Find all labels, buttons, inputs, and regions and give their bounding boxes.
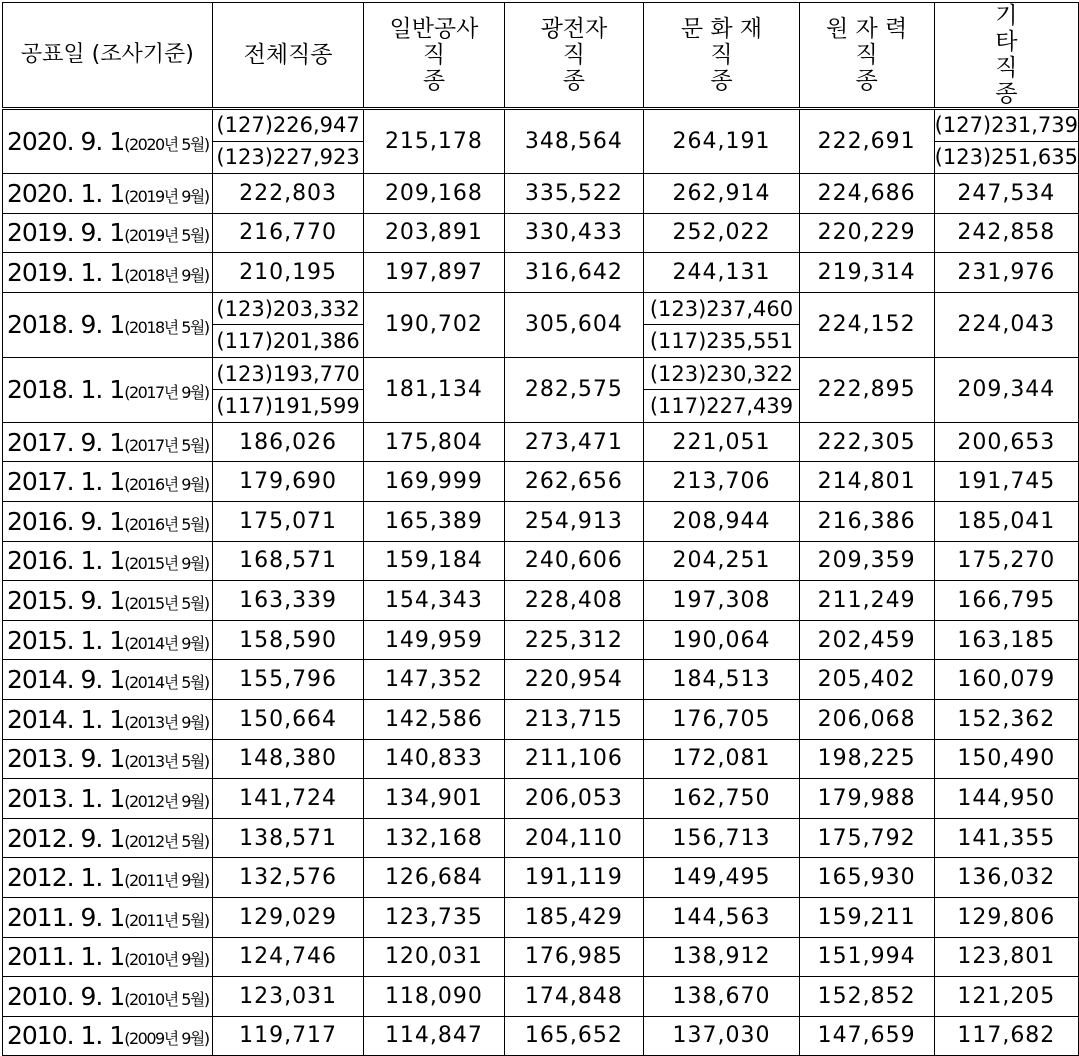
cell-mining: 348,564 <box>504 109 644 174</box>
publish-date: 2016. 1. 1 <box>7 546 125 576</box>
header-nuclear: 원 자 력 직 종 <box>799 3 934 109</box>
cell-culture: 264,191 <box>644 109 799 174</box>
row-date <box>3 253 213 293</box>
table-row <box>3 739 1079 779</box>
header-other: 기 타 직 종 <box>934 3 1078 109</box>
publish-date: 2012. 9. 1 <box>7 823 125 853</box>
cell-other: 191,745 <box>934 462 1078 502</box>
row-date <box>3 422 213 462</box>
cell-nuclear: 147,659 <box>799 1016 934 1056</box>
publish-date: 2010. 9. 1 <box>7 981 125 1011</box>
cell-nuclear: 220,229 <box>799 213 934 253</box>
cell-culture: 213,706 <box>644 462 799 502</box>
cell-general: 197,897 <box>364 253 504 293</box>
row-date <box>3 581 213 621</box>
publish-date: 2020. 1. 1 <box>7 178 125 208</box>
cell-mining: 191,119 <box>504 858 644 898</box>
survey-basis: (2014년 9월) <box>124 633 209 653</box>
row-date <box>3 937 213 977</box>
cell-other: 123,801 <box>934 937 1078 977</box>
survey-basis: (2014년 5월) <box>124 673 209 693</box>
cell-general: 154,343 <box>364 581 504 621</box>
table-row <box>3 462 1079 502</box>
cell-nuclear: 202,459 <box>799 620 934 660</box>
cell-nuclear: 179,988 <box>799 779 934 819</box>
cell-mining: 228,408 <box>504 581 644 621</box>
cell-mining: 204,110 <box>504 818 644 858</box>
row-date <box>3 897 213 937</box>
table-row <box>3 660 1079 700</box>
table-row <box>3 699 1079 739</box>
cell-general: 149,959 <box>364 620 504 660</box>
row-date <box>3 660 213 700</box>
survey-basis: (2009년 9월) <box>124 1029 209 1049</box>
header-culture: 문 화 재 직 종 <box>644 3 799 109</box>
survey-basis: (2015년 5월) <box>124 593 209 613</box>
publish-date: 2013. 9. 1 <box>7 744 125 774</box>
cell-general: 123,735 <box>364 897 504 937</box>
header-general: 일반공사 직 종 <box>364 3 504 109</box>
cell-general: 165,389 <box>364 501 504 541</box>
cell-general: 134,901 <box>364 779 504 819</box>
cell-culture: 162,750 <box>644 779 799 819</box>
cell-mining: 165,652 <box>504 1016 644 1056</box>
cell-culture-secondary: (117)235,551 <box>644 325 799 358</box>
cell-all-primary: (123)203,332 <box>212 292 364 325</box>
row-date <box>3 858 213 898</box>
cell-other: 224,043 <box>934 292 1078 357</box>
cell-nuclear: 152,852 <box>799 977 934 1017</box>
cell-all: 124,746 <box>212 937 364 977</box>
cell-culture: 176,705 <box>644 699 799 739</box>
cell-all: 138,571 <box>212 818 364 858</box>
survey-basis: (2016년 5월) <box>124 514 209 534</box>
cell-nuclear: 175,792 <box>799 818 934 858</box>
cell-other: 163,185 <box>934 620 1078 660</box>
cell-all-secondary: (117)191,599 <box>212 390 364 423</box>
publish-date: 2010. 1. 1 <box>7 1021 125 1051</box>
cell-mining: 206,053 <box>504 779 644 819</box>
cell-nuclear: 206,068 <box>799 699 934 739</box>
cell-general: 114,847 <box>364 1016 504 1056</box>
header-date: 공표일 (조사기준) <box>3 3 213 109</box>
cell-all: 179,690 <box>212 462 364 502</box>
cell-mining: 316,642 <box>504 253 644 293</box>
table-row <box>3 620 1079 660</box>
cell-mining: 211,106 <box>504 739 644 779</box>
publish-date: 2015. 1. 1 <box>7 625 125 655</box>
cell-nuclear: 214,801 <box>799 462 934 502</box>
cell-general: 215,178 <box>364 109 504 174</box>
cell-other-primary: (127)231,739 <box>934 109 1078 142</box>
cell-culture: 144,563 <box>644 897 799 937</box>
cell-general: 175,804 <box>364 422 504 462</box>
publish-date: 2014. 1. 1 <box>7 704 125 734</box>
row-date <box>3 779 213 819</box>
row-date <box>3 501 213 541</box>
survey-basis: (2012년 9월) <box>124 791 209 811</box>
cell-culture: 156,713 <box>644 818 799 858</box>
cell-culture: 252,022 <box>644 213 799 253</box>
cell-general: 169,999 <box>364 462 504 502</box>
table-row <box>3 109 1079 142</box>
table-row <box>3 897 1079 937</box>
cell-other: 209,344 <box>934 357 1078 422</box>
cell-all: 168,571 <box>212 541 364 581</box>
publish-date: 2020. 9. 1 <box>7 127 125 156</box>
survey-basis: (2013년 9월) <box>124 712 209 732</box>
row-date <box>3 620 213 660</box>
cell-culture: 208,944 <box>644 501 799 541</box>
table-row <box>3 779 1079 819</box>
table-row <box>3 213 1079 253</box>
publish-date: 2011. 9. 1 <box>7 902 125 932</box>
cell-general: 190,702 <box>364 292 504 357</box>
table-row <box>3 292 1079 325</box>
survey-basis: (2011년 9월) <box>124 871 209 891</box>
cell-all: 210,195 <box>212 253 364 293</box>
table-row <box>3 501 1079 541</box>
cell-nuclear: 209,359 <box>799 541 934 581</box>
cell-culture: 137,030 <box>644 1016 799 1056</box>
cell-all: 216,770 <box>212 213 364 253</box>
cell-all: 129,029 <box>212 897 364 937</box>
cell-all: 150,664 <box>212 699 364 739</box>
cell-mining: 225,312 <box>504 620 644 660</box>
row-date <box>3 818 213 858</box>
cell-other: 175,270 <box>934 541 1078 581</box>
cell-all: 158,590 <box>212 620 364 660</box>
cell-all-primary: (127)226,947 <box>212 109 364 142</box>
cell-mining: 213,715 <box>504 699 644 739</box>
cell-culture: 184,513 <box>644 660 799 700</box>
cell-all-secondary: (117)201,386 <box>212 325 364 358</box>
cell-other: 136,032 <box>934 858 1078 898</box>
cell-all-secondary: (123)227,923 <box>212 141 364 174</box>
table-row <box>3 818 1079 858</box>
survey-basis: (2010년 9월) <box>124 950 209 970</box>
cell-culture: 138,670 <box>644 977 799 1017</box>
row-date <box>3 1016 213 1056</box>
cell-general: 118,090 <box>364 977 504 1017</box>
cell-mining: 282,575 <box>504 357 644 422</box>
cell-nuclear: 222,895 <box>799 357 934 422</box>
survey-basis: (2013년 5월) <box>124 752 209 772</box>
cell-other: 152,362 <box>934 699 1078 739</box>
cell-other: 150,490 <box>934 739 1078 779</box>
publish-date: 2017. 1. 1 <box>7 467 125 497</box>
cell-general: 159,184 <box>364 541 504 581</box>
survey-basis: (2019년 5월) <box>124 226 209 246</box>
survey-basis: (2011년 5월) <box>124 910 209 930</box>
survey-basis: (2015년 9월) <box>124 554 209 574</box>
cell-nuclear: 222,305 <box>799 422 934 462</box>
cell-other: 144,950 <box>934 779 1078 819</box>
cell-culture: 221,051 <box>644 422 799 462</box>
cell-all: 163,339 <box>212 581 364 621</box>
cell-culture-secondary: (117)227,439 <box>644 390 799 423</box>
cell-culture: 190,064 <box>644 620 799 660</box>
cell-nuclear: 165,930 <box>799 858 934 898</box>
cell-other: 242,858 <box>934 213 1078 253</box>
table-body <box>3 109 1079 1056</box>
cell-all: 141,724 <box>212 779 364 819</box>
row-date <box>3 541 213 581</box>
cell-mining: 240,606 <box>504 541 644 581</box>
cell-general: 142,586 <box>364 699 504 739</box>
publish-date: 2017. 9. 1 <box>7 427 125 457</box>
cell-mining: 305,604 <box>504 292 644 357</box>
publish-date: 2018. 1. 1 <box>7 375 125 405</box>
cell-general: 147,352 <box>364 660 504 700</box>
table-row <box>3 541 1079 581</box>
cell-nuclear: 219,314 <box>799 253 934 293</box>
cell-mining: 273,471 <box>504 422 644 462</box>
row-date <box>3 292 213 357</box>
publish-date: 2011. 1. 1 <box>7 942 125 972</box>
cell-other-secondary: (123)251,635 <box>934 141 1078 174</box>
cell-mining: 220,954 <box>504 660 644 700</box>
cell-nuclear: 151,994 <box>799 937 934 977</box>
cell-general: 126,684 <box>364 858 504 898</box>
survey-basis: (2020년 5월) <box>124 135 209 154</box>
cell-general: 120,031 <box>364 937 504 977</box>
cell-all: 123,031 <box>212 977 364 1017</box>
cell-culture: 204,251 <box>644 541 799 581</box>
cell-other: 141,355 <box>934 818 1078 858</box>
cell-nuclear: 224,152 <box>799 292 934 357</box>
cell-all: 119,717 <box>212 1016 364 1056</box>
cell-all: 155,796 <box>212 660 364 700</box>
cell-nuclear: 216,386 <box>799 501 934 541</box>
row-date <box>3 357 213 422</box>
table-row <box>3 1016 1079 1056</box>
cell-all: 132,576 <box>212 858 364 898</box>
cell-culture: 244,131 <box>644 253 799 293</box>
publish-date: 2012. 1. 1 <box>7 863 125 893</box>
table-row <box>3 977 1079 1017</box>
cell-all: 148,380 <box>212 739 364 779</box>
row-date <box>3 174 213 214</box>
row-date <box>3 462 213 502</box>
survey-basis: (2018년 5월) <box>124 318 209 338</box>
wage-table <box>2 2 1079 1056</box>
cell-nuclear: 205,402 <box>799 660 934 700</box>
cell-culture: 138,912 <box>644 937 799 977</box>
cell-other: 185,041 <box>934 501 1078 541</box>
cell-culture: 197,308 <box>644 581 799 621</box>
table-row <box>3 174 1079 214</box>
table-row <box>3 357 1079 390</box>
header-mining: 광전자 직 종 <box>504 3 644 109</box>
publish-date: 2013. 1. 1 <box>7 783 125 813</box>
table-row <box>3 858 1079 898</box>
row-date <box>3 977 213 1017</box>
cell-mining: 254,913 <box>504 501 644 541</box>
cell-culture-primary: (123)230,322 <box>644 357 799 390</box>
cell-all: 175,071 <box>212 501 364 541</box>
table-row <box>3 581 1079 621</box>
cell-nuclear: 211,249 <box>799 581 934 621</box>
cell-all-primary: (123)193,770 <box>212 357 364 390</box>
cell-mining: 185,429 <box>504 897 644 937</box>
cell-nuclear: 159,211 <box>799 897 934 937</box>
cell-mining: 262,656 <box>504 462 644 502</box>
cell-culture: 149,495 <box>644 858 799 898</box>
cell-general: 132,168 <box>364 818 504 858</box>
cell-mining: 330,433 <box>504 213 644 253</box>
publish-date: 2018. 9. 1 <box>7 310 125 340</box>
cell-nuclear: 224,686 <box>799 174 934 214</box>
cell-general: 140,833 <box>364 739 504 779</box>
cell-mining: 176,985 <box>504 937 644 977</box>
survey-basis: (2017년 9월) <box>124 383 209 403</box>
cell-other: 121,205 <box>934 977 1078 1017</box>
cell-all: 222,803 <box>212 174 364 214</box>
row-date <box>3 739 213 779</box>
survey-basis: (2012년 5월) <box>124 831 209 851</box>
cell-culture: 172,081 <box>644 739 799 779</box>
publish-date: 2019. 9. 1 <box>7 218 125 248</box>
cell-culture-primary: (123)237,460 <box>644 292 799 325</box>
row-date <box>3 213 213 253</box>
survey-basis: (2018년 9월) <box>124 265 209 285</box>
survey-basis: (2017년 5월) <box>124 435 209 455</box>
cell-other: 117,682 <box>934 1016 1078 1056</box>
publish-date: 2016. 9. 1 <box>7 506 125 536</box>
cell-other: 231,976 <box>934 253 1078 293</box>
cell-general: 209,168 <box>364 174 504 214</box>
table-row <box>3 253 1079 293</box>
cell-other: 200,653 <box>934 422 1078 462</box>
cell-other: 166,795 <box>934 581 1078 621</box>
row-date <box>3 699 213 739</box>
publish-date: 2015. 9. 1 <box>7 585 125 615</box>
survey-basis: (2016년 9월) <box>124 475 209 495</box>
survey-basis: (2010년 5월) <box>124 989 209 1009</box>
cell-nuclear: 198,225 <box>799 739 934 779</box>
cell-other: 247,534 <box>934 174 1078 214</box>
publish-date: 2014. 9. 1 <box>7 665 125 695</box>
cell-nuclear: 222,691 <box>799 109 934 174</box>
cell-general: 203,891 <box>364 213 504 253</box>
survey-basis: (2019년 9월) <box>124 186 209 206</box>
cell-other: 129,806 <box>934 897 1078 937</box>
cell-all: 186,026 <box>212 422 364 462</box>
header-row <box>3 3 1079 109</box>
table-row <box>3 422 1079 462</box>
header-all: 전체직종 <box>212 3 364 109</box>
cell-mining: 174,848 <box>504 977 644 1017</box>
cell-general: 181,134 <box>364 357 504 422</box>
publish-date: 2019. 1. 1 <box>7 257 125 287</box>
table-row <box>3 937 1079 977</box>
cell-mining: 335,522 <box>504 174 644 214</box>
row-date <box>3 109 213 174</box>
cell-other: 160,079 <box>934 660 1078 700</box>
cell-culture: 262,914 <box>644 174 799 214</box>
